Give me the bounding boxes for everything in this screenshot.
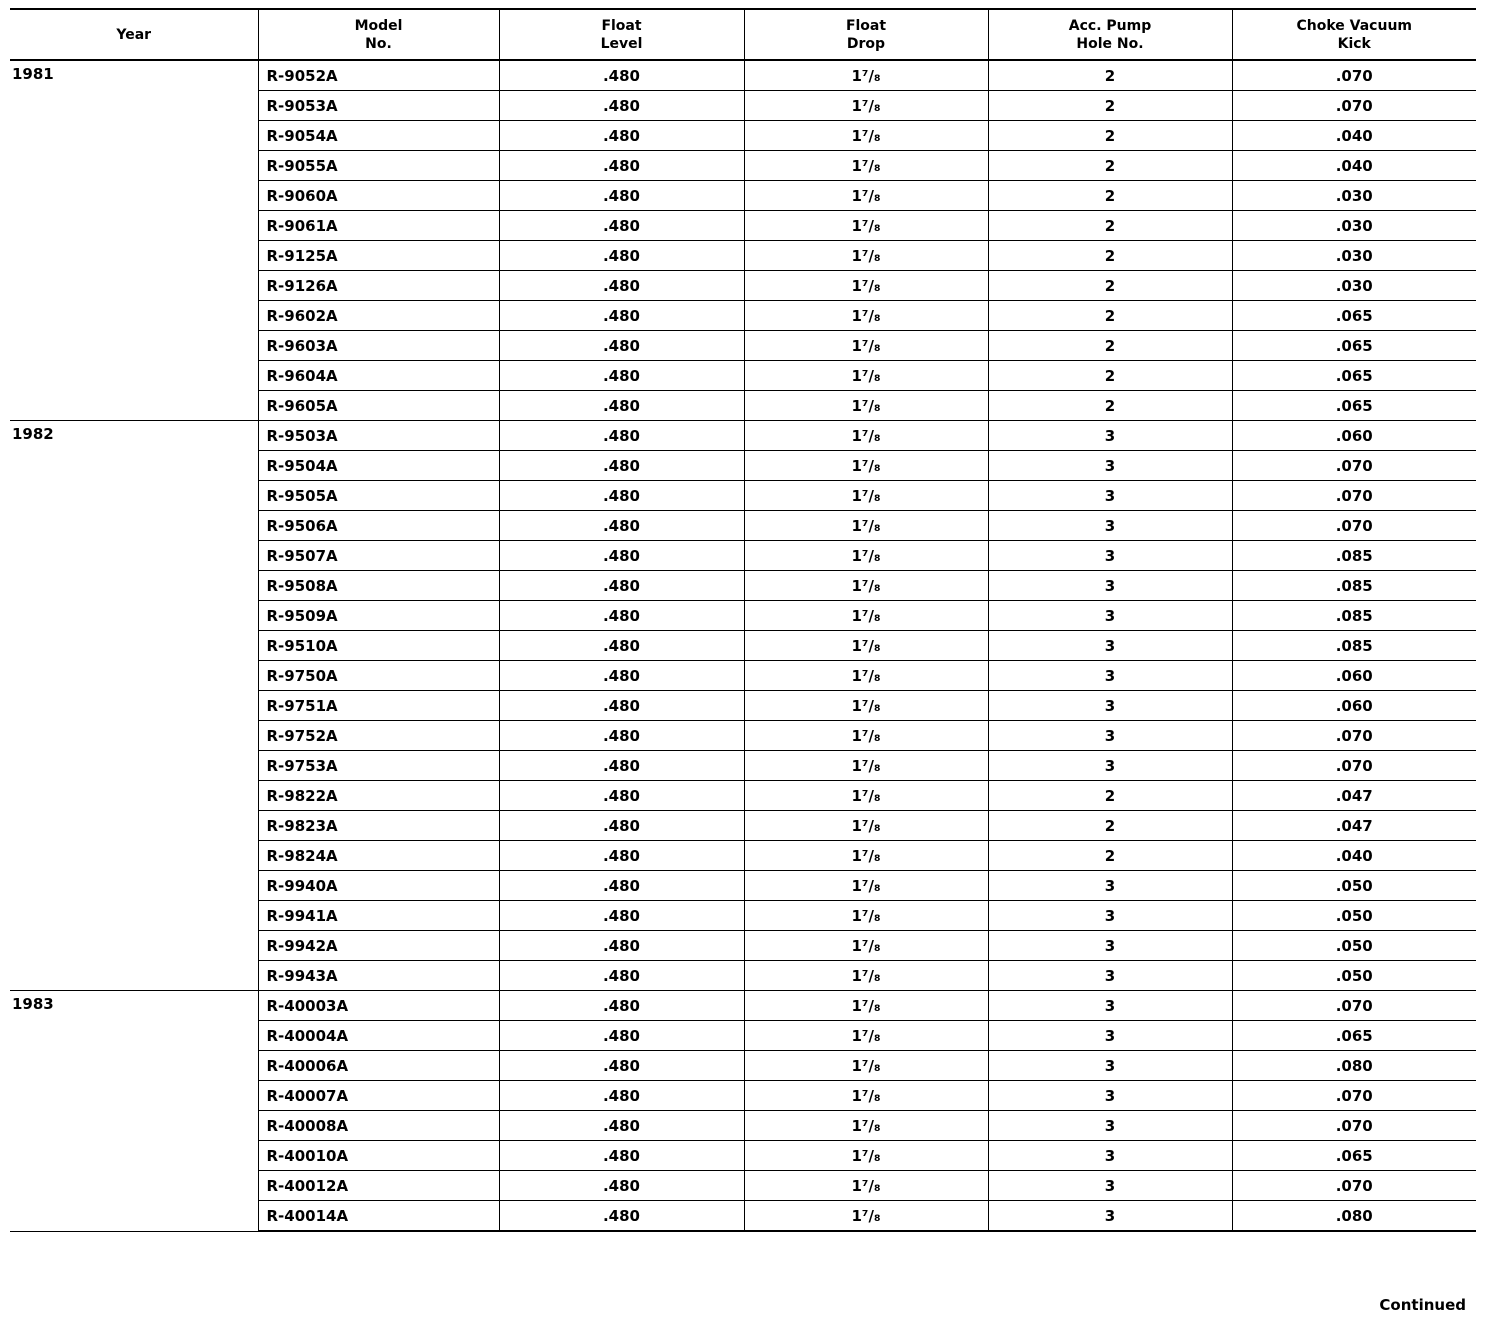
model-cell: R-9750A — [258, 661, 499, 691]
choke-kick-cell: .060 — [1232, 661, 1476, 691]
float-level-cell: .480 — [499, 391, 744, 421]
pump-hole-cell: 3 — [988, 421, 1232, 451]
float-drop-cell: 1⁷/₈ — [744, 391, 988, 421]
float-drop-cell: 1⁷/₈ — [744, 211, 988, 241]
float-level-cell: .480 — [499, 781, 744, 811]
float-level-cell: .480 — [499, 961, 744, 991]
float-drop-cell: 1⁷/₈ — [744, 121, 988, 151]
model-cell: R-9507A — [258, 541, 499, 571]
float-level-cell: .480 — [499, 91, 744, 121]
choke-kick-cell: .040 — [1232, 841, 1476, 871]
choke-kick-cell: .070 — [1232, 991, 1476, 1021]
float-drop-cell: 1⁷/₈ — [744, 931, 988, 961]
float-drop-cell: 1⁷/₈ — [744, 151, 988, 181]
float-drop-cell: 1⁷/₈ — [744, 661, 988, 691]
pump-hole-cell: 2 — [988, 331, 1232, 361]
model-cell: R-9505A — [258, 481, 499, 511]
float-drop-cell: 1⁷/₈ — [744, 241, 988, 271]
model-cell: R-9060A — [258, 181, 499, 211]
float-level-cell: .480 — [499, 511, 744, 541]
pump-hole-cell: 2 — [988, 811, 1232, 841]
pump-hole-cell: 3 — [988, 1081, 1232, 1111]
model-cell: R-9752A — [258, 721, 499, 751]
model-cell: R-9125A — [258, 241, 499, 271]
float-drop-cell: 1⁷/₈ — [744, 571, 988, 601]
model-cell: R-40010A — [258, 1141, 499, 1171]
float-drop-cell: 1⁷/₈ — [744, 631, 988, 661]
header-float-drop: Float Drop — [744, 9, 988, 60]
model-cell: R-9941A — [258, 901, 499, 931]
float-level-cell: .480 — [499, 661, 744, 691]
float-drop-cell: 1⁷/₈ — [744, 601, 988, 631]
pump-hole-cell: 3 — [988, 571, 1232, 601]
choke-kick-cell: .065 — [1232, 1141, 1476, 1171]
pump-hole-cell: 3 — [988, 481, 1232, 511]
pump-hole-cell: 2 — [988, 391, 1232, 421]
float-level-cell: .480 — [499, 541, 744, 571]
choke-kick-cell: .070 — [1232, 60, 1476, 91]
header-choke-vacuum-kick: Choke Vacuum Kick — [1232, 9, 1476, 60]
model-cell: R-9940A — [258, 871, 499, 901]
pump-hole-cell: 2 — [988, 241, 1232, 271]
float-level-cell: .480 — [499, 181, 744, 211]
model-cell: R-9602A — [258, 301, 499, 331]
header-float-level: Float Level — [499, 9, 744, 60]
float-level-cell: .480 — [499, 331, 744, 361]
pump-hole-cell: 2 — [988, 181, 1232, 211]
float-level-cell: .480 — [499, 241, 744, 271]
choke-kick-cell: .065 — [1232, 391, 1476, 421]
header-acc-pump-hole: Acc. Pump Hole No. — [988, 9, 1232, 60]
float-level-cell: .480 — [499, 721, 744, 751]
float-level-cell: .480 — [499, 211, 744, 241]
float-level-cell: .480 — [499, 811, 744, 841]
pump-hole-cell: 2 — [988, 151, 1232, 181]
table-row — [10, 60, 1476, 91]
float-drop-cell: 1⁷/₈ — [744, 331, 988, 361]
float-drop-cell: 1⁷/₈ — [744, 721, 988, 751]
pump-hole-cell: 3 — [988, 1171, 1232, 1201]
choke-kick-cell: .070 — [1232, 91, 1476, 121]
choke-kick-cell: .065 — [1232, 301, 1476, 331]
float-level-cell: .480 — [499, 1081, 744, 1111]
float-drop-cell: 1⁷/₈ — [744, 451, 988, 481]
model-cell: R-9942A — [258, 931, 499, 961]
float-drop-cell: 1⁷/₈ — [744, 511, 988, 541]
pump-hole-cell: 3 — [988, 721, 1232, 751]
choke-kick-cell: .030 — [1232, 241, 1476, 271]
choke-kick-cell: .065 — [1232, 1021, 1476, 1051]
float-drop-cell: 1⁷/₈ — [744, 181, 988, 211]
choke-kick-cell: .070 — [1232, 511, 1476, 541]
float-drop-cell: 1⁷/₈ — [744, 91, 988, 121]
float-level-cell: .480 — [499, 871, 744, 901]
float-drop-cell: 1⁷/₈ — [744, 1021, 988, 1051]
choke-kick-cell: .070 — [1232, 481, 1476, 511]
choke-kick-cell: .065 — [1232, 331, 1476, 361]
pump-hole-cell: 2 — [988, 271, 1232, 301]
pump-hole-cell: 2 — [988, 361, 1232, 391]
model-cell: R-9061A — [258, 211, 499, 241]
pump-hole-cell: 3 — [988, 1111, 1232, 1141]
model-cell: R-40007A — [258, 1081, 499, 1111]
float-level-cell: .480 — [499, 751, 744, 781]
choke-kick-cell: .050 — [1232, 901, 1476, 931]
pump-hole-cell: 3 — [988, 1141, 1232, 1171]
choke-kick-cell: .080 — [1232, 1051, 1476, 1081]
choke-kick-cell: .085 — [1232, 571, 1476, 601]
model-cell: R-40006A — [258, 1051, 499, 1081]
pump-hole-cell: 3 — [988, 1021, 1232, 1051]
float-level-cell: .480 — [499, 931, 744, 961]
pump-hole-cell: 3 — [988, 751, 1232, 781]
pump-hole-cell: 2 — [988, 121, 1232, 151]
float-drop-cell: 1⁷/₈ — [744, 1051, 988, 1081]
float-drop-cell: 1⁷/₈ — [744, 811, 988, 841]
model-cell: R-9751A — [258, 691, 499, 721]
float-level-cell: .480 — [499, 361, 744, 391]
model-cell: R-9753A — [258, 751, 499, 781]
float-drop-cell: 1⁷/₈ — [744, 1171, 988, 1201]
pump-hole-cell: 3 — [988, 931, 1232, 961]
model-cell: R-9824A — [258, 841, 499, 871]
pump-hole-cell: 3 — [988, 901, 1232, 931]
pump-hole-cell: 2 — [988, 91, 1232, 121]
year-cell: 1981 — [10, 60, 258, 421]
float-level-cell: .480 — [499, 421, 744, 451]
float-drop-cell: 1⁷/₈ — [744, 361, 988, 391]
float-drop-cell: 1⁷/₈ — [744, 991, 988, 1021]
choke-kick-cell: .085 — [1232, 601, 1476, 631]
pump-hole-cell: 3 — [988, 961, 1232, 991]
choke-kick-cell: .050 — [1232, 931, 1476, 961]
float-drop-cell: 1⁷/₈ — [744, 60, 988, 91]
float-drop-cell: 1⁷/₈ — [744, 781, 988, 811]
float-level-cell: .480 — [499, 1141, 744, 1171]
pump-hole-cell: 3 — [988, 451, 1232, 481]
model-cell: R-9052A — [258, 60, 499, 91]
float-drop-cell: 1⁷/₈ — [744, 841, 988, 871]
pump-hole-cell: 3 — [988, 1051, 1232, 1081]
model-cell: R-40003A — [258, 991, 499, 1021]
model-cell: R-9605A — [258, 391, 499, 421]
model-cell: R-9054A — [258, 121, 499, 151]
float-level-cell: .480 — [499, 451, 744, 481]
model-cell: R-9604A — [258, 361, 499, 391]
choke-kick-cell: .050 — [1232, 871, 1476, 901]
pump-hole-cell: 3 — [988, 871, 1232, 901]
float-drop-cell: 1⁷/₈ — [744, 421, 988, 451]
choke-kick-cell: .040 — [1232, 121, 1476, 151]
choke-kick-cell: .070 — [1232, 1171, 1476, 1201]
model-cell: R-9603A — [258, 331, 499, 361]
pump-hole-cell: 3 — [988, 541, 1232, 571]
float-level-cell: .480 — [499, 1111, 744, 1141]
float-drop-cell: 1⁷/₈ — [744, 301, 988, 331]
pump-hole-cell: 3 — [988, 511, 1232, 541]
float-level-cell: .480 — [499, 901, 744, 931]
pump-hole-cell: 3 — [988, 991, 1232, 1021]
pump-hole-cell: 3 — [988, 1201, 1232, 1232]
float-drop-cell: 1⁷/₈ — [744, 1141, 988, 1171]
float-drop-cell: 1⁷/₈ — [744, 1201, 988, 1232]
model-cell: R-9943A — [258, 961, 499, 991]
pump-hole-cell: 3 — [988, 601, 1232, 631]
choke-kick-cell: .047 — [1232, 811, 1476, 841]
choke-kick-cell: .085 — [1232, 541, 1476, 571]
float-drop-cell: 1⁷/₈ — [744, 1111, 988, 1141]
float-level-cell: .480 — [499, 691, 744, 721]
pump-hole-cell: 3 — [988, 691, 1232, 721]
model-cell: R-40004A — [258, 1021, 499, 1051]
float-level-cell: .480 — [499, 841, 744, 871]
float-level-cell: .480 — [499, 481, 744, 511]
float-level-cell: .480 — [499, 121, 744, 151]
model-cell: R-9055A — [258, 151, 499, 181]
float-level-cell: .480 — [499, 1021, 744, 1051]
float-drop-cell: 1⁷/₈ — [744, 1081, 988, 1111]
choke-kick-cell: .030 — [1232, 271, 1476, 301]
spec-table-sheet — [10, 8, 1476, 1232]
header-model-no: Model No. — [258, 9, 499, 60]
model-cell: R-9503A — [258, 421, 499, 451]
pump-hole-cell: 2 — [988, 781, 1232, 811]
float-drop-cell: 1⁷/₈ — [744, 751, 988, 781]
header-year: Year — [10, 9, 258, 60]
continued-note: Continued — [1379, 1296, 1466, 1314]
float-level-cell: .480 — [499, 991, 744, 1021]
float-drop-cell: 1⁷/₈ — [744, 541, 988, 571]
float-level-cell: .480 — [499, 631, 744, 661]
float-drop-cell: 1⁷/₈ — [744, 481, 988, 511]
choke-kick-cell: .070 — [1232, 721, 1476, 751]
model-cell: R-9509A — [258, 601, 499, 631]
choke-kick-cell: .030 — [1232, 211, 1476, 241]
float-drop-cell: 1⁷/₈ — [744, 871, 988, 901]
year-cell: 1983 — [10, 991, 258, 1232]
table-body — [10, 60, 1476, 1231]
model-cell: R-9510A — [258, 631, 499, 661]
pump-hole-cell: 2 — [988, 841, 1232, 871]
table-header — [10, 9, 1476, 60]
table-row — [10, 421, 1476, 451]
model-cell: R-9822A — [258, 781, 499, 811]
float-level-cell: .480 — [499, 271, 744, 301]
pump-hole-cell: 2 — [988, 60, 1232, 91]
choke-kick-cell: .070 — [1232, 451, 1476, 481]
pump-hole-cell: 3 — [988, 631, 1232, 661]
float-level-cell: .480 — [499, 1051, 744, 1081]
float-level-cell: .480 — [499, 571, 744, 601]
float-level-cell: .480 — [499, 1171, 744, 1201]
float-drop-cell: 1⁷/₈ — [744, 691, 988, 721]
float-level-cell: .480 — [499, 1201, 744, 1232]
choke-kick-cell: .047 — [1232, 781, 1476, 811]
choke-kick-cell: .050 — [1232, 961, 1476, 991]
model-cell: R-40014A — [258, 1201, 499, 1232]
carburetor-spec-table — [10, 8, 1476, 1232]
float-level-cell: .480 — [499, 151, 744, 181]
model-cell: R-40012A — [258, 1171, 499, 1201]
choke-kick-cell: .070 — [1232, 751, 1476, 781]
pump-hole-cell: 2 — [988, 211, 1232, 241]
choke-kick-cell: .070 — [1232, 1081, 1476, 1111]
choke-kick-cell: .070 — [1232, 1111, 1476, 1141]
model-cell: R-9053A — [258, 91, 499, 121]
float-level-cell: .480 — [499, 60, 744, 91]
model-cell: R-9506A — [258, 511, 499, 541]
float-drop-cell: 1⁷/₈ — [744, 901, 988, 931]
model-cell: R-9126A — [258, 271, 499, 301]
model-cell: R-40008A — [258, 1111, 499, 1141]
table-row — [10, 991, 1476, 1021]
float-level-cell: .480 — [499, 601, 744, 631]
pump-hole-cell: 2 — [988, 301, 1232, 331]
pump-hole-cell: 3 — [988, 661, 1232, 691]
year-cell: 1982 — [10, 421, 258, 991]
model-cell: R-9823A — [258, 811, 499, 841]
choke-kick-cell: .030 — [1232, 181, 1476, 211]
choke-kick-cell: .060 — [1232, 691, 1476, 721]
float-level-cell: .480 — [499, 301, 744, 331]
model-cell: R-9504A — [258, 451, 499, 481]
model-cell: R-9508A — [258, 571, 499, 601]
choke-kick-cell: .080 — [1232, 1201, 1476, 1232]
choke-kick-cell: .085 — [1232, 631, 1476, 661]
float-drop-cell: 1⁷/₈ — [744, 271, 988, 301]
choke-kick-cell: .040 — [1232, 151, 1476, 181]
choke-kick-cell: .060 — [1232, 421, 1476, 451]
choke-kick-cell: .065 — [1232, 361, 1476, 391]
float-drop-cell: 1⁷/₈ — [744, 961, 988, 991]
